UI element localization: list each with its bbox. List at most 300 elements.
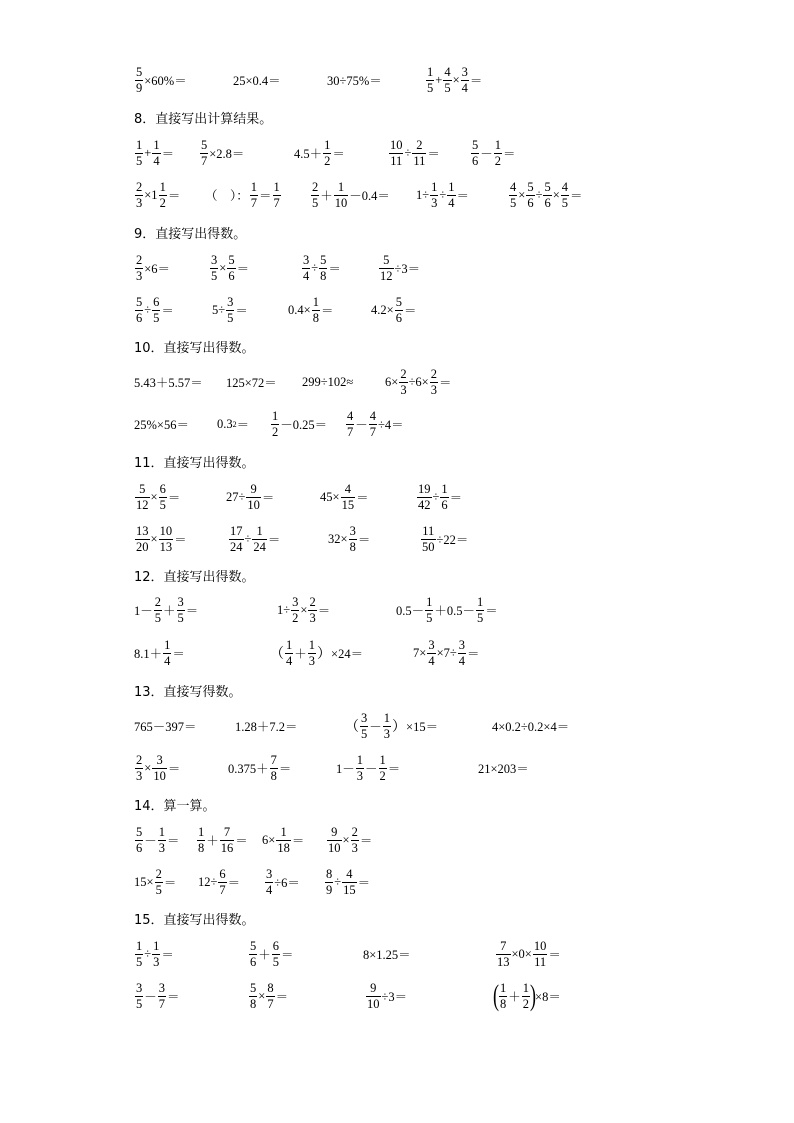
fraction (249, 982, 257, 1010)
fraction-denominator: 7 (369, 424, 377, 439)
expression-text: ＝ (456, 189, 470, 203)
math-expression (324, 862, 370, 902)
expression-text: ＝ (167, 762, 181, 776)
fraction-numerator: 2 (154, 595, 162, 609)
fraction-numerator: 3 (156, 753, 163, 767)
fraction (412, 139, 426, 167)
fraction (135, 826, 143, 854)
fraction (496, 940, 511, 968)
expression-text: 1－ (134, 604, 153, 618)
expression-text: 5÷ (212, 302, 226, 317)
fraction (319, 254, 327, 282)
fraction-numerator: 1 (500, 981, 507, 995)
fraction-numerator: 3 (158, 981, 166, 995)
fraction-denominator: 6 (527, 195, 534, 210)
fraction-numerator: 2 (136, 253, 143, 267)
fraction-denominator: 5 (312, 195, 319, 210)
fraction-denominator: 8 (270, 768, 277, 783)
fraction (158, 982, 166, 1010)
expression-text: + (435, 72, 443, 87)
fraction-numerator: 1 (379, 753, 386, 767)
parenthesis: （ (345, 720, 359, 735)
expression-text: 8×1.25＝ (363, 948, 411, 962)
fraction-denominator: 12 (136, 497, 149, 512)
expression-text: ＝ (356, 491, 369, 505)
fraction (152, 754, 167, 782)
fraction-denominator: 10 (367, 996, 380, 1011)
fraction-numerator: 1 (158, 825, 166, 839)
expression-text: × (300, 602, 308, 617)
fraction-numerator: 3 (292, 595, 299, 609)
fraction-numerator: 2 (416, 138, 423, 152)
fraction-numerator: 7 (500, 939, 507, 953)
math-expression (134, 633, 185, 673)
fraction (443, 66, 451, 94)
expression-text: × (518, 187, 526, 202)
fraction-denominator: 3 (400, 382, 407, 397)
fraction-denominator: 11 (534, 954, 547, 969)
expression-text: 7× (413, 645, 427, 660)
fraction-denominator: 9 (326, 882, 333, 897)
expression-text: ＝ (275, 990, 289, 1004)
parenthesis: ） (317, 647, 332, 662)
math-expression (262, 820, 304, 860)
q8-heading: 8．直接写出计算结果。 (134, 112, 273, 127)
expression-text: ÷4＝ (378, 418, 404, 432)
fraction (152, 139, 160, 167)
expression-text: 12÷ (198, 874, 218, 889)
expression-text: ＋ (163, 604, 176, 618)
q13-heading: 13．直接写得数。 (134, 685, 242, 700)
expression-text: ＝ (357, 876, 371, 890)
fraction (312, 296, 320, 324)
math-expression (270, 404, 327, 444)
fraction (426, 66, 434, 94)
expression-text: ÷3＝ (381, 990, 408, 1004)
math-expression (363, 934, 411, 974)
expression-text: ＝ (267, 533, 281, 547)
fraction-denominator: 3 (136, 768, 143, 783)
expression-text: ＝ (163, 876, 177, 890)
fraction (533, 940, 548, 968)
fraction-numerator: 2 (400, 367, 407, 381)
fraction-numerator: 7 (223, 825, 231, 839)
fraction-denominator: 5 (426, 610, 433, 625)
math-expression (134, 290, 174, 330)
fraction (327, 826, 342, 854)
math-expression (196, 820, 248, 860)
expression-text: ÷ (334, 874, 342, 889)
math-expression (248, 934, 294, 974)
expression-text: × (150, 489, 158, 504)
math-expression (326, 820, 372, 860)
fraction-denominator: 12 (380, 268, 393, 283)
expression-text: 0.4× (288, 302, 311, 317)
fraction-denominator: 50 (422, 539, 435, 554)
math-expression (134, 519, 187, 559)
fraction (471, 139, 479, 167)
q15-heading: 15．直接写出得数。 (134, 913, 255, 928)
fraction (561, 181, 569, 209)
expression-text: ＝ (357, 533, 371, 547)
expression-text: 32× (328, 531, 348, 546)
expression-text: 15× (134, 874, 154, 889)
fraction-denominator: 3 (158, 840, 166, 855)
math-expression (248, 976, 288, 1016)
fraction-denominator: 5 (136, 954, 143, 969)
fraction-numerator: 3 (458, 638, 465, 652)
fraction-denominator: 3 (136, 268, 143, 283)
fraction (135, 296, 143, 324)
expression-text: ＝ (466, 647, 480, 661)
fraction-numerator: 10 (159, 524, 173, 538)
fraction-denominator: 2 (272, 424, 279, 439)
expression-text: ＝ (403, 304, 417, 318)
fraction (417, 483, 432, 511)
fraction (308, 639, 316, 667)
fraction (341, 483, 356, 511)
math-expression (345, 404, 404, 444)
fraction (152, 296, 160, 324)
math-expression (134, 590, 198, 630)
expression-text: ＝ (161, 147, 175, 161)
fraction-numerator: 1 (164, 638, 171, 652)
expression-text: ÷22＝ (436, 533, 469, 547)
fraction-denominator: 6 (441, 497, 448, 512)
expression-text: 125×72＝ (226, 376, 277, 390)
fraction-denominator: 24 (253, 539, 266, 554)
expression-text: ＝ (167, 834, 180, 848)
fraction-numerator: 1 (494, 138, 502, 152)
expression-text: － (369, 720, 382, 734)
fraction (154, 596, 162, 624)
fraction-denominator: 5 (227, 310, 234, 325)
fraction (291, 596, 299, 624)
fraction (226, 296, 234, 324)
fraction-numerator: 9 (370, 981, 377, 995)
fraction-numerator: 9 (250, 482, 257, 496)
fraction-numerator: 19 (418, 482, 431, 496)
fraction-denominator: 4 (153, 153, 160, 168)
fraction (276, 826, 291, 854)
fraction-numerator: 3 (303, 253, 310, 267)
math-expression (470, 133, 516, 173)
fraction-denominator: 8 (349, 539, 356, 554)
fraction-denominator: 10 (328, 840, 341, 855)
expression-text: ＝ (227, 876, 241, 890)
fraction (308, 596, 316, 624)
expression-text: ＝ (161, 948, 174, 962)
fraction-numerator: 4 (347, 409, 354, 423)
fraction-numerator: 6 (219, 867, 226, 881)
expression-text: 25×0.4＝ (233, 74, 281, 88)
fraction-denominator: 10 (247, 497, 260, 512)
fraction-denominator: 5 (136, 996, 143, 1011)
fraction-numerator: 1 (383, 711, 391, 725)
fraction-numerator: 3 (227, 295, 234, 309)
expression-text: （ ）： (205, 189, 249, 203)
fraction (425, 596, 433, 624)
fraction-denominator: 15 (341, 497, 355, 512)
fraction-numerator: 1 (356, 753, 364, 767)
expression-text: ×2.8＝ (209, 147, 245, 161)
expression-text: ×60%＝ (144, 74, 187, 88)
expression-text: ＋0.5－ (434, 604, 476, 618)
fraction-numerator: 4 (344, 482, 351, 496)
fraction-denominator: 2 (324, 153, 331, 168)
math-expression (396, 590, 498, 630)
fraction (159, 525, 174, 553)
fraction-numerator: 1 (426, 595, 433, 609)
fraction (135, 66, 143, 94)
fraction-denominator: 3 (431, 195, 438, 210)
fraction (323, 139, 331, 167)
expression-text: ＝ (278, 762, 292, 776)
math-expression (264, 862, 300, 902)
math-expression (226, 477, 274, 517)
fraction (395, 296, 403, 324)
fraction (197, 826, 205, 854)
exponent: 2 (232, 419, 237, 429)
fraction-numerator: 10 (533, 939, 547, 953)
fraction (270, 754, 278, 782)
expression-text: 5.43＋5.57＝ (134, 376, 203, 390)
fraction (399, 368, 407, 396)
fraction (522, 982, 530, 1010)
fraction-numerator: 3 (428, 638, 435, 652)
fraction (334, 181, 349, 209)
fraction-denominator: 3 (356, 768, 364, 783)
fraction-numerator: 3 (266, 867, 273, 881)
fraction-denominator: 7 (201, 153, 208, 168)
q9-heading: 9．直接写出得数。 (134, 227, 247, 242)
q14-heading: 14．算一算。 (134, 799, 216, 814)
fraction (210, 254, 218, 282)
expression-text: ＝ (570, 189, 583, 203)
fraction (369, 410, 377, 438)
fraction (526, 181, 534, 209)
fraction-numerator: 3 (361, 711, 368, 725)
fraction (427, 639, 435, 667)
expression-text: ＝ (261, 491, 275, 505)
expression-text: 0.5－ (396, 604, 425, 618)
fraction (229, 525, 244, 553)
fraction-denominator: 3 (430, 382, 437, 397)
fraction-denominator: 8 (500, 996, 507, 1011)
fraction (265, 868, 273, 896)
math-expression (209, 248, 249, 288)
math-expression (492, 706, 569, 746)
fraction-denominator: 5 (153, 310, 160, 325)
fraction-numerator: 3 (211, 253, 218, 267)
fraction (249, 940, 257, 968)
expression-text: 0.3 (217, 416, 233, 431)
fraction-denominator: 4 (461, 80, 468, 95)
fraction-denominator: 5 (361, 726, 368, 741)
expression-text: × (150, 531, 158, 546)
fraction-denominator: 5 (211, 268, 218, 283)
fraction-denominator: 13 (497, 954, 510, 969)
math-expression (371, 290, 416, 330)
fraction (163, 639, 171, 667)
fraction-numerator: 10 (390, 138, 403, 152)
fraction (135, 982, 143, 1010)
expression-text: ＝ (167, 990, 180, 1004)
fraction-numerator: 5 (136, 825, 143, 839)
expression-text: 1÷ (416, 187, 430, 202)
fraction-denominator: 5 (427, 80, 434, 95)
fraction-denominator: 42 (418, 497, 431, 512)
math-expression (416, 477, 462, 517)
fraction (430, 181, 438, 209)
expression-text: ÷ (144, 302, 152, 317)
math-expression (320, 477, 369, 517)
fraction (246, 483, 261, 511)
expression-text: ＋ (320, 189, 333, 203)
math-expression (378, 248, 420, 288)
fraction (158, 826, 166, 854)
expression-text: － (480, 147, 493, 161)
fraction-numerator: 9 (331, 825, 338, 839)
expression-text: ＝ (485, 604, 498, 618)
expression-text: ＝ (236, 262, 250, 276)
fraction (250, 181, 258, 209)
math-expression (134, 862, 176, 902)
fraction-numerator: 7 (270, 753, 277, 767)
fraction-denominator: 5 (159, 497, 166, 512)
fraction-denominator: 11 (413, 153, 426, 168)
expression-text: ＝ (172, 647, 185, 661)
fraction-numerator: 3 (461, 65, 468, 79)
fraction-denominator: 3 (153, 954, 160, 969)
fraction (285, 639, 293, 667)
fraction (458, 639, 466, 667)
fraction-denominator: 5 (155, 882, 162, 897)
fraction-denominator: 7 (219, 882, 226, 897)
math-expression (134, 748, 180, 788)
fraction-denominator: 3 (136, 195, 143, 210)
fraction (135, 181, 143, 209)
fraction-numerator: 2 (155, 867, 162, 881)
expression-text: － (144, 834, 157, 848)
fraction-denominator: 5 (177, 610, 184, 625)
expression-text: ×8＝ (535, 990, 561, 1004)
expression-text: 25%×56＝ (134, 418, 189, 432)
expression-text: ＝ (469, 74, 483, 88)
fraction (349, 525, 357, 553)
fraction-numerator: 1 (477, 595, 484, 609)
expression-text: × (258, 988, 266, 1003)
fraction-denominator: 9 (136, 80, 143, 95)
fraction-numerator: 6 (159, 482, 166, 496)
expression-text: 27÷ (226, 489, 246, 504)
expression-text: × (342, 832, 350, 847)
fraction-numerator: 5 (201, 138, 208, 152)
fraction-denominator: 24 (230, 539, 243, 554)
expression-text: 299÷102≈ (302, 374, 354, 389)
fraction-numerator: 5 (136, 65, 143, 79)
fraction-denominator: 7 (250, 195, 258, 210)
fraction (159, 181, 167, 209)
fraction-numerator: 1 (522, 981, 530, 995)
fraction-denominator: 6 (472, 153, 479, 168)
math-expression (288, 290, 333, 330)
expression-text: ＝ (387, 762, 401, 776)
fraction (421, 525, 436, 553)
fraction-denominator: 3 (308, 653, 316, 668)
expression-text: 21×203＝ (478, 762, 529, 776)
fraction-denominator: 15 (343, 882, 356, 897)
fraction (220, 826, 235, 854)
math-expression (388, 133, 440, 173)
fraction (135, 525, 150, 553)
expression-text: ＝ (167, 189, 181, 203)
fraction-numerator: 4 (346, 867, 353, 881)
expression-text: ÷3＝ (394, 262, 421, 276)
fraction (389, 139, 404, 167)
math-expression (301, 248, 341, 288)
fraction-denominator: 3 (351, 840, 358, 855)
fraction-denominator: 7 (273, 195, 280, 210)
fraction (135, 754, 143, 782)
fraction-numerator: 1 (159, 180, 166, 194)
fraction-denominator: 16 (220, 840, 234, 855)
expression-text: ＝ (503, 147, 516, 161)
fraction (200, 139, 208, 167)
fraction (272, 940, 280, 968)
fraction-numerator: 11 (422, 524, 435, 538)
fraction-numerator: 5 (544, 180, 551, 194)
fraction-numerator: 5 (395, 295, 402, 309)
fraction-numerator: 1 (256, 524, 263, 538)
fraction-denominator: 4 (448, 195, 455, 210)
fraction-denominator: 4 (286, 653, 293, 668)
math-expression (336, 748, 400, 788)
parenthesis: ） (392, 720, 407, 735)
fraction-numerator: 3 (349, 524, 356, 538)
fraction-numerator: 6 (153, 295, 160, 309)
math-expression (134, 706, 197, 746)
expression-text: ＝ (185, 604, 199, 618)
expression-text: 6× (385, 374, 399, 389)
fraction-numerator: 2 (309, 595, 316, 609)
math-expression (270, 633, 363, 673)
fraction-numerator: 1 (136, 939, 143, 953)
math-expression (478, 748, 529, 788)
expression-text: 1－ (336, 762, 355, 776)
expression-text: ×6＝ (144, 262, 171, 276)
fraction-numerator: 5 (250, 939, 257, 953)
math-expression (199, 133, 244, 173)
fraction-numerator: 3 (136, 981, 143, 995)
math-expression (425, 60, 482, 100)
expression-text: 4.2× (371, 302, 394, 317)
fraction-denominator: 7 (347, 424, 354, 439)
math-expression (294, 133, 345, 173)
parenthesis: （ (270, 647, 284, 662)
fraction-numerator: 5 (527, 180, 534, 194)
fraction-denominator: 13 (159, 539, 173, 554)
expression-text: ×24＝ (331, 647, 364, 661)
math-expression (416, 175, 469, 215)
math-expression (345, 706, 438, 746)
fraction-denominator: 3 (309, 610, 316, 625)
fraction-numerator: 1 (441, 482, 448, 496)
math-expression (235, 706, 298, 746)
fraction-numerator: 5 (320, 253, 327, 267)
expression-text: 6× (262, 832, 276, 847)
fraction (360, 712, 368, 740)
